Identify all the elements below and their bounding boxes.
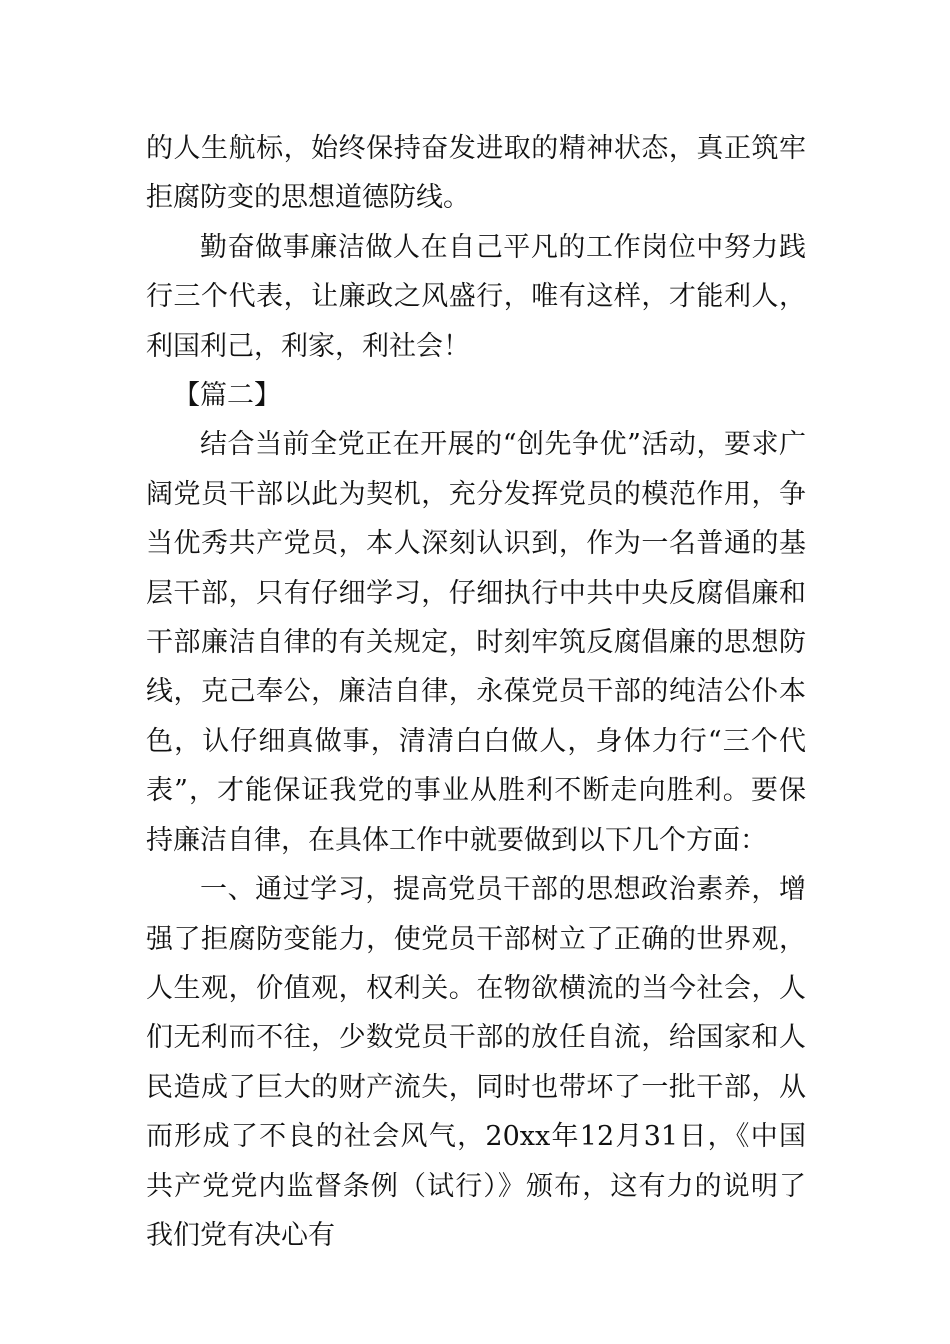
- paragraph-continuation: 的人生航标，始终保持奋发进取的精神状态，真正筑牢拒腐防变的思想道德防线。: [146, 133, 806, 214]
- document-body: [146, 124, 806, 1260]
- section-heading-part-two: 【篇二】: [173, 380, 281, 412]
- paragraph-intro: 结合当前全党正在开展的“创先争优”活动，要求广阔党员干部以此为契机，充分发挥党员的模范作用，争当优秀共产党员，本人深刻认识到，作为一名普通的基层干部，只有仔细学习，仔细执行中共中央反腐倡廉和干部廉洁自律的有关规定，时刻牢筑反腐倡廉的思想防线，克己奉公，廉洁自律，永葆党员干部的纯洁公仆本色，认仔细真做事，清清白白做人，身体力行“三个代表”，才能保证我党的事业从胜利不断走向胜利。要保持廉洁自律，在具体工作中就要做到以下几个方面：: [146, 429, 806, 856]
- paragraph-point-one: 一、通过学习，提高党员干部的思想政治素养，增强了拒腐防变能力，使党员干部树立了正确的世界观，人生观，价值观，权利关。在物欲横流的当今社会，人们无利而不往，少数党员干部的放任自流，给国家和人民造成了巨大的财产流失，同时也带坏了一批干部，从而形成了不良的社会风气，20xx年12月31日，《中国共产党党内监督条例（试行）》颁布，这有力的说明了我们党有决心有: [146, 874, 806, 1251]
- paragraph-diligent-work: 勤奋做事廉洁做人在自己平凡的工作岗位中努力践行三个代表，让廉政之风盛行，唯有这样，才能利人，利国利己，利家，利社会！: [146, 231, 806, 362]
